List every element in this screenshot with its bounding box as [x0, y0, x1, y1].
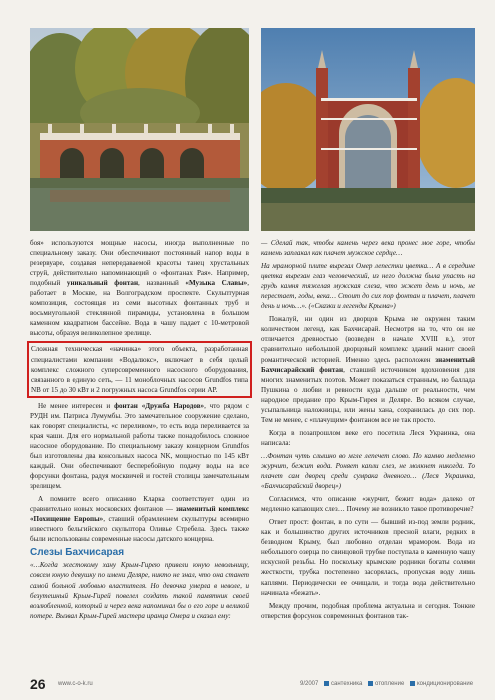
footer-issue: 9/2007	[300, 681, 319, 688]
footer-url: www.c-o-k.ru	[58, 681, 93, 687]
section-subtitle: Слезы Бахчисарая	[30, 547, 125, 559]
right-column	[261, 238, 475, 624]
lesya-poem: …Фонтан чуть слышно во мгле лепечет слово. По камню медленно журчит, бежит вода. Роняет капли слез, не молкнет никогда. То плачет сам дворец среди сумрака дневного… (Леся Украинка, «Бахчисарайский дворец»)	[261, 451, 475, 491]
right-paragraph-4: Ответ прост: фонтан, в по сути — бывший из-под земли родник, как и большинство других источников пресной влаги, редких в безводном Крыму, был любовно отделан мрамором. Вода из небольшого озерца по свинцовой трубке поступала в каменную чашу искусной резьбы. Но поскольку крымские родники богаты солями жесткости, трубка постепенно засорялась, пропуская воду лишь каплями. Периодически ее очищали, и тогда вода действительно начинала «бежать».	[261, 518, 475, 597]
bridge-photo	[30, 28, 249, 231]
left-paragraph-1: боя» используются мощные насосы, иногда выполненные по специальному заказу. Они обеспечивают постоянный напор воды в резервуаре, создавая непередаваемой красоты танец хрустальных струй, действительно напоминающий о «фонтанах Рая». Например, подобный уникальный фонтан, названный «Музыка Славы», работает в Москве, на Волгоградском проспекте. Скульптурная композиция, состоящая из семи высотных фонтанных труб и восьмиугольной стеклянной пирамиды, установлена в большом каменном квадратном бассейне. Вода в чашу падает с 10-метровой высоты, образуя великолепное зрелище.	[30, 239, 249, 338]
footer-magazine	[300, 681, 473, 687]
bullet-icon	[324, 681, 329, 686]
footer-section-1: сантехника	[331, 681, 363, 688]
highlighted-callout: Сложная техническая «начинка» этого объекта, разработанная специалистами компании «Водалюкс», включает в себя целый комплекс сложного суперсовременного насосного оборудования, связанного в единую сеть, — 11 моноблочных насосов Grundfos типа NB от 15 до 30 кВт и 2 погружных насоса Grundfos серии AP.	[27, 341, 252, 397]
footer-section-2: отопление	[375, 681, 405, 688]
footer-section-3: кондиционирование	[416, 681, 474, 688]
gate-photo	[261, 28, 475, 231]
left-column	[30, 238, 249, 624]
right-paragraph-5: Между прочим, подобная проблема актуальна и сегодня. Тонкие отверстия форсунок современных фонтанов так-	[261, 601, 475, 620]
left-paragraph-2: Не менее интересен и фонтан «Дружба Народов», что рядом с РУДН им. Патриса Лумумбы. Это замечательное сооружение сделано, как говорят специалисты, «с переливом», то есть вода переливается за края чаши. Для его нормальной работы также понадобилось сложное насосное оборудование. По специальному заказу концерном Grundfos был изготовлены два консольных насоса NK, мощностью по 145 кВт каждый. Они обеспечивают бесперебойную подачу воды на все форсунки фонтана, радуя москвичей и гостей столицы замечательным зрелищем.	[30, 401, 250, 491]
left-paragraph-3: А помните всего описанию Кларка соответствует один из сравнительно новых московских фонтанов — знаменитый комплекс «Похищение Европы», ставший обрамлением скульптуры всемирно известного бельгийского скульптора Оливье Стребела. Здесь также были использованы современные насосы датского концерна.	[30, 495, 249, 544]
right-paragraph-1: Пожалуй, ни один из дворцов Крыма не окружен таким количеством легенд, как Бахчисарай. Несмотря на то, что он не отличается древностью (возведен в начале XVIII в.), этот сравнительно небольшой дворцовый комплекс зданий манит своей романтической историей. Именно здесь расположен знаменитый Бахчисарайский фонтан, ставший источником вдохновения для многих знаменитых поэтов. Может показаться странным, но баллада Пушкина о любви и ревности куда дальше от реальности, чем народное предание про Крым-Гирея и Деляре. Во всяком случае, усыпальница наложницы, или жены хана, сохранилась до сих пор. Тем не менее, с «плачущим» фонтаном все не так просто.	[261, 315, 476, 424]
right-paragraph-2: Когда в позапрошлом веке его посетила Леся Украинка, она написала:	[261, 428, 475, 447]
legend-quote: «…Когда жестокому хану Крым-Гирею привели юную невольницу, совсем юную девушку по имени Деляре, никто не знал, что она станет самой больной любовью властителя. Но девочка умерла в неволе, и безутешный Крым-Гирей повелел создать такой памятник своей возлюбленной, который и через века напоминал бы о его горе и великой потере. Вызвал Крым-Гирей мастера иранца Омера и сказал ему:	[30, 561, 249, 620]
legend-quote-cont: — Сделай так, чтобы камень через века пронес мое горе, чтобы камень заплакал как плачет мужское сердце…	[261, 239, 475, 258]
bullet-icon	[410, 681, 415, 686]
page-number: 26	[30, 676, 46, 692]
page-footer	[0, 672, 495, 700]
legend-quote-cont-2: На мраморной плите вырезал Омер лепестки цветка… А в середине цветка вырезан глаз человеческий, из него должна была упасть на грудь камня тяжелая мужская слеза, что жжет день и ночь, не перестает, годы, века… Стоит до сих пор фонтан и плачет, плачет день и ночь…». («Сказки и легенды Крыма»)	[261, 262, 475, 311]
bullet-icon	[368, 681, 373, 686]
right-paragraph-3: Согласимся, что описание «журчит, бежит вода» далеко от медленно капающих слез… Почему же возникло такое противоречие?	[261, 495, 475, 514]
